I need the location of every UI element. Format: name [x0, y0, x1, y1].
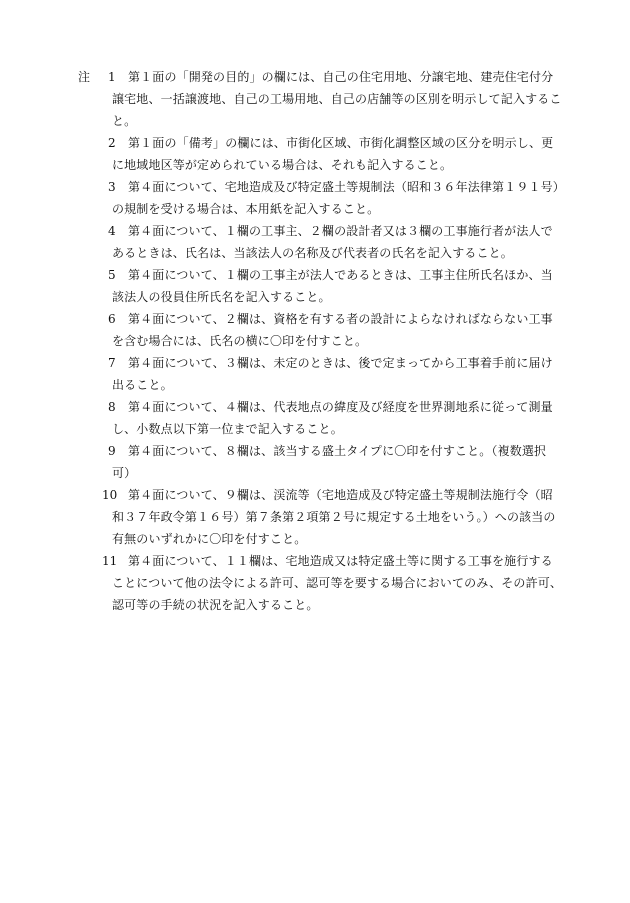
note-text: 第４面について、４欄は、代表地点の緯度及び経度を世界測地系に従って測量し、小数点以下第一位まで記入すること。	[112, 400, 553, 436]
note-number: 8	[108, 400, 116, 414]
note-number: 7	[108, 356, 116, 370]
note-number: 2	[108, 136, 116, 150]
note-text: 第４面について、宅地造成及び特定盛土等規制法（昭和３６年法律第１９１号）の規制を受ける場合は、本用紙を記入すること。	[112, 180, 559, 216]
note-number: 6	[108, 312, 116, 326]
note-item	[0, 352, 630, 396]
note-text: 第４面について、８欄は、該当する盛土タイプに〇印を付すこと。（複数選択可）	[112, 444, 547, 480]
note-text: 第４面について、１欄の工事主が法人であるときは、工事主住所氏名ほか、当該法人の役員住所氏名を記入すること。	[112, 268, 553, 304]
note-text: 第４面について、１欄の工事主、２欄の設計者又は３欄の工事施行者が法人であるときは、氏名は、当該法人の名称及び代表者の氏名を記入すること。	[112, 224, 553, 260]
note-number: 3	[108, 180, 116, 194]
note-item	[0, 440, 630, 484]
note-number: 5	[108, 268, 116, 282]
note-number: 1	[108, 70, 116, 84]
note-text: 第１面の「備考」の欄には、市街化区域、市街化調整区域の区分を明示し、更に地域地区等が定められている場合は、それも記入すること。	[112, 136, 554, 172]
note-number: 4	[108, 224, 116, 238]
note-text: 第４面について、２欄は、資格を有する者の設計によらなければならない工事を含む場合には、氏名の横に〇印を付すこと。	[112, 312, 553, 348]
note-item	[0, 66, 630, 132]
note-item	[0, 484, 630, 550]
note-text: 第１面の「開発の目的」の欄には、自己の住宅用地、分譲宅地、建売住宅付分譲宅地、一括譲渡地、自己の工場用地、自己の店舗等の区別を明示して記入すること。	[112, 70, 562, 128]
note-item	[0, 132, 630, 176]
note-number: 11	[102, 554, 118, 568]
notes-list	[0, 66, 630, 616]
note-item	[0, 396, 630, 440]
note-text: 第４面について、１１欄は、宅地造成又は特定盛土等に関する工事を施行することについて他の法令による許可、認可等を要する場合においてのみ、その許可、認可等の手続の状況を記入すること。	[112, 554, 563, 612]
note-text: 第４面について、９欄は、渓流等（宅地造成及び特定盛土等規制法施行令（昭和３７年政令第１６号）第７条第２項第２号に規定する土地をいう。）への該当の有無のいずれかに〇印を付すこと。	[112, 488, 556, 546]
note-number: 10	[102, 488, 118, 502]
notes-heading: 注	[78, 70, 91, 84]
note-item	[0, 220, 630, 264]
note-number: 9	[108, 444, 116, 458]
note-item	[0, 176, 630, 220]
note-item	[0, 550, 630, 616]
note-text: 第４面について、３欄は、未定のときは、後で定まってから工事着手前に届け出ること。	[112, 356, 553, 392]
note-item	[0, 264, 630, 308]
note-item	[0, 308, 630, 352]
